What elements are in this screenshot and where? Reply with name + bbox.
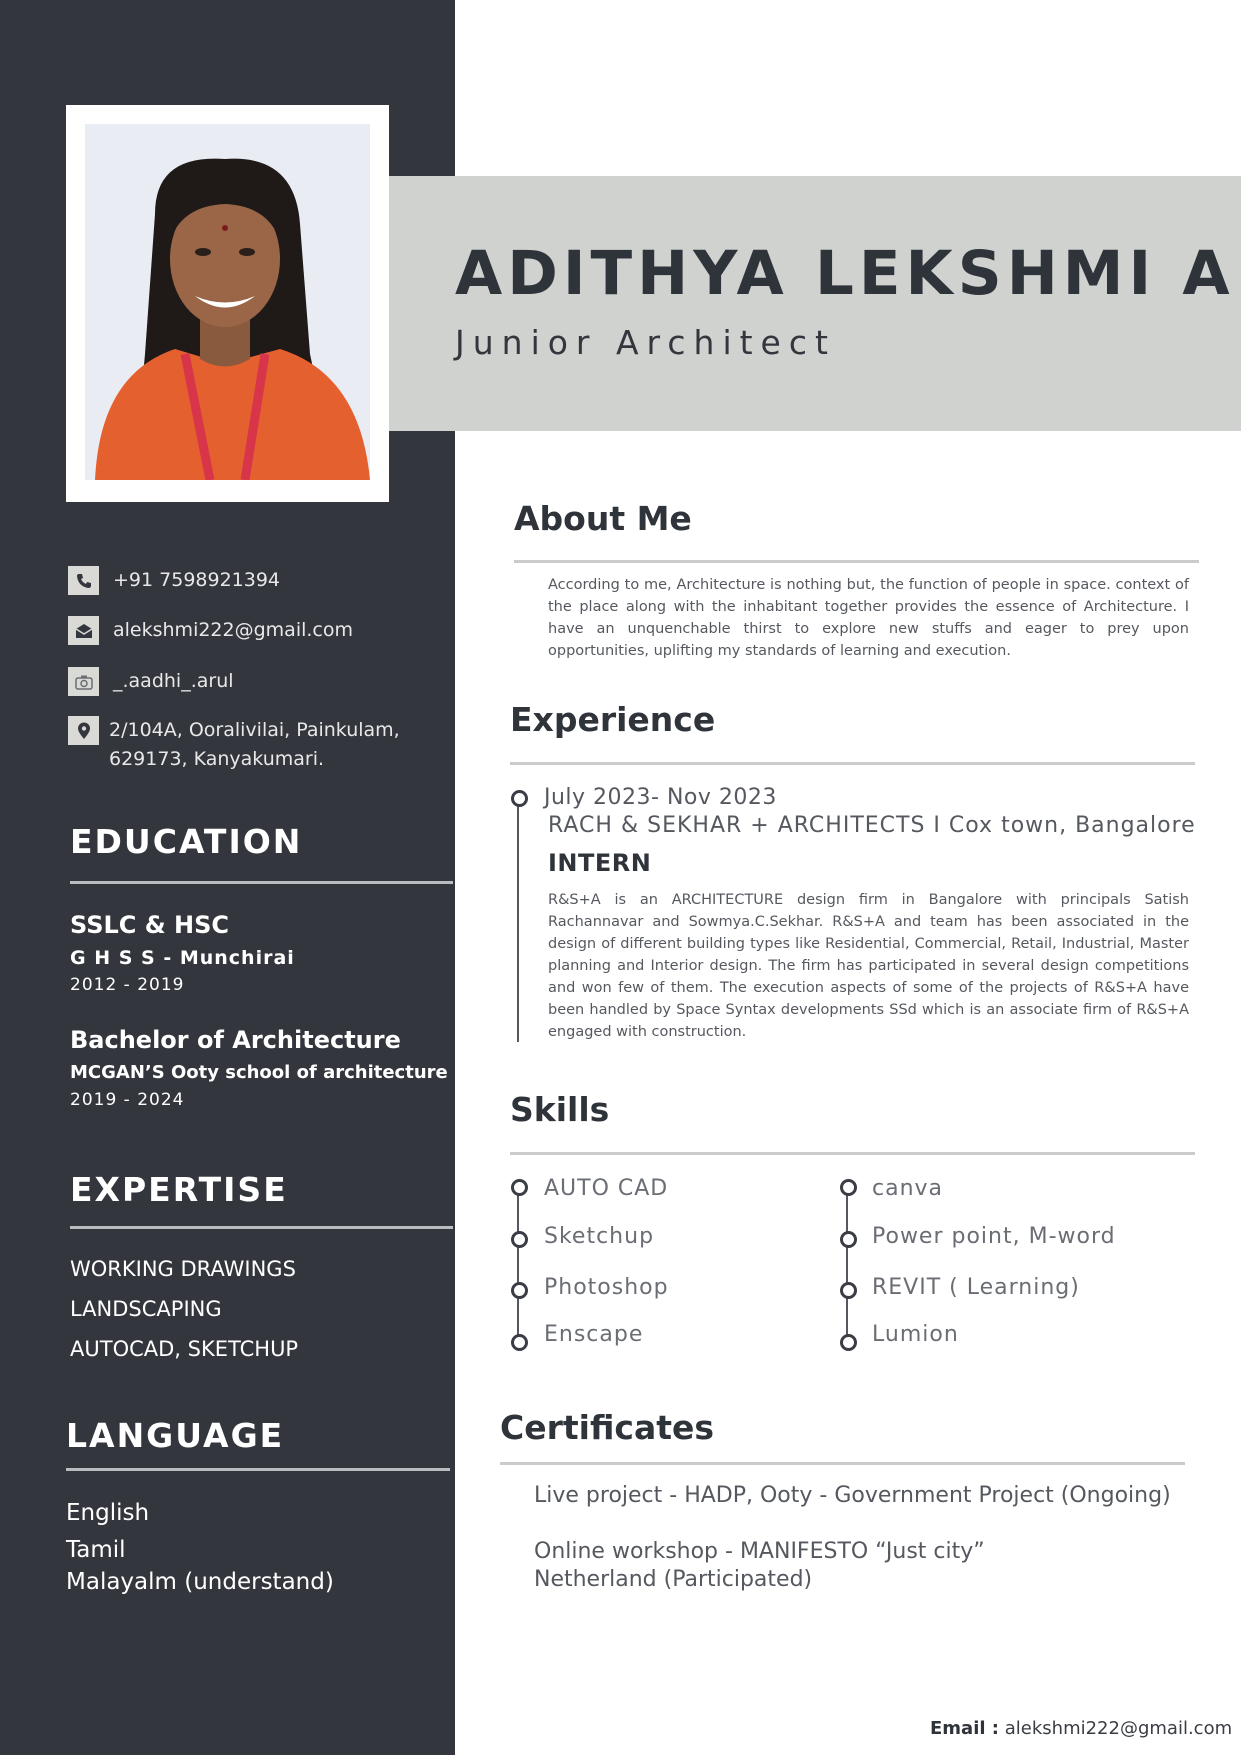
- skill-item: Enscape: [544, 1322, 644, 1347]
- footer-email: [930, 1718, 1232, 1739]
- certificate-item: Live project - HADP, Ooty - Government Project (Ongoing): [534, 1483, 1171, 1508]
- footer-email-value[interactable]: alekshmi222@gmail.com: [1004, 1718, 1233, 1739]
- experience-description: R&S+A is an ARCHITECTURE design firm in Bangalore with principals Satish Rachannavar and Sowmya.C.Sekhar. R&S+A and team has been associated in the design of different building types like Residential, Commercial, Retail, Industrial, Master planning and Interior design. The firm has participated in several design competitions and won few of them. The execution aspects of some of the projects of R&S+A have been handled by Space Syntax developments SSd which is an associate firm of R&S+A engaged with construction.: [548, 892, 1189, 1040]
- language-divider: [66, 1468, 450, 1471]
- timeline-dot: [511, 790, 528, 807]
- skill-dot: [840, 1179, 857, 1196]
- skill-dot: [840, 1231, 857, 1248]
- expertise-divider: [70, 1226, 453, 1229]
- about-divider: [514, 560, 1199, 563]
- email-address[interactable]: alekshmi222@gmail.com: [113, 619, 353, 641]
- skill-item: Sketchup: [544, 1224, 655, 1249]
- instagram-handle: _.aadhi_.arul: [113, 670, 234, 692]
- skill-dot: [511, 1282, 528, 1299]
- location-pin-icon: [68, 716, 99, 745]
- experience-role: INTERN: [548, 849, 652, 877]
- experience-company: RACH & SEKHAR + ARCHITECTS I Cox town, Bangalore: [548, 813, 1196, 838]
- skill-item: AUTO CAD: [544, 1176, 669, 1201]
- education-divider: [70, 881, 453, 884]
- certificates-divider: [500, 1462, 1185, 1465]
- contact-address-row: [68, 716, 400, 774]
- skill-dot: [511, 1231, 528, 1248]
- skills-heading: Skills: [510, 1090, 610, 1129]
- expertise-item: AUTOCAD, SKETCHUP: [70, 1337, 299, 1361]
- education-1-years: 2012 - 2019: [70, 975, 185, 995]
- address: [109, 716, 400, 774]
- education-2-school: MCGAN’S Ooty school of architecture: [70, 1062, 448, 1083]
- experience-heading: Experience: [510, 700, 716, 739]
- camera-icon: [68, 667, 99, 696]
- skill-item: REVIT ( Learning): [872, 1275, 1080, 1300]
- expertise-item: WORKING DRAWINGS: [70, 1257, 296, 1281]
- expertise-item: LANDSCAPING: [70, 1297, 222, 1321]
- address-line-1: 2/104A, Ooralivilai, Painkulam,: [109, 719, 400, 741]
- address-line-2: 629173, Kanyakumari.: [109, 748, 325, 770]
- experience-timeline: [517, 800, 519, 1042]
- language-heading: LANGUAGE: [66, 1416, 285, 1455]
- skill-item: canva: [872, 1176, 944, 1201]
- profile-photo: [85, 124, 370, 480]
- language-item: Tamil: [66, 1537, 126, 1563]
- skill-dot: [840, 1334, 857, 1351]
- education-2-title: Bachelor of Architecture: [70, 1026, 401, 1054]
- skill-item: Lumion: [872, 1322, 959, 1347]
- skills-left-line: [517, 1185, 519, 1341]
- contact-instagram-row: [68, 667, 234, 696]
- experience-date: July 2023- Nov 2023: [544, 785, 777, 810]
- skill-dot: [840, 1282, 857, 1299]
- envelope-icon: [68, 616, 99, 645]
- candidate-name: ADITHYA LEKSHMI A: [455, 238, 1235, 309]
- skill-item: Power point, M-word: [872, 1224, 1116, 1249]
- candidate-role: Junior Architect: [455, 323, 836, 362]
- language-item: English: [66, 1500, 150, 1526]
- education-2-years: 2019 - 2024: [70, 1090, 185, 1110]
- contact-phone-row: [68, 566, 280, 595]
- about-text: According to me, Architecture is nothing but, the function of people in space. context of the place along with the inhabitant together provides the essence of Architecture. I have an unquenchable thirst to explore new stuffs and eager to prey upon opportunities, uplifting my standards of learning and execution.: [548, 577, 1189, 659]
- skills-right-line: [846, 1185, 848, 1341]
- about-heading: About Me: [514, 499, 692, 538]
- phone-icon: [68, 566, 99, 595]
- skill-dot: [511, 1334, 528, 1351]
- phone-number: +91 7598921394: [113, 569, 281, 591]
- skills-divider: [510, 1152, 1195, 1155]
- profile-photo-frame: [66, 105, 389, 502]
- education-heading: EDUCATION: [70, 822, 303, 861]
- language-item: Malayalm (understand): [66, 1569, 334, 1595]
- education-1-school: G H S S - Munchirai: [70, 947, 295, 969]
- certificate-item: Online workshop - MANIFESTO “Just city” Netherland (Participated): [534, 1539, 985, 1592]
- skill-dot: [511, 1179, 528, 1196]
- education-1-title: SSLC & HSC: [70, 911, 230, 939]
- footer-email-label: Email :: [930, 1718, 1000, 1739]
- contact-email-row: [68, 616, 353, 645]
- skill-item: Photoshop: [544, 1275, 669, 1300]
- experience-divider: [510, 762, 1195, 765]
- expertise-heading: EXPERTISE: [70, 1170, 288, 1209]
- certificates-heading: Certificates: [500, 1408, 715, 1447]
